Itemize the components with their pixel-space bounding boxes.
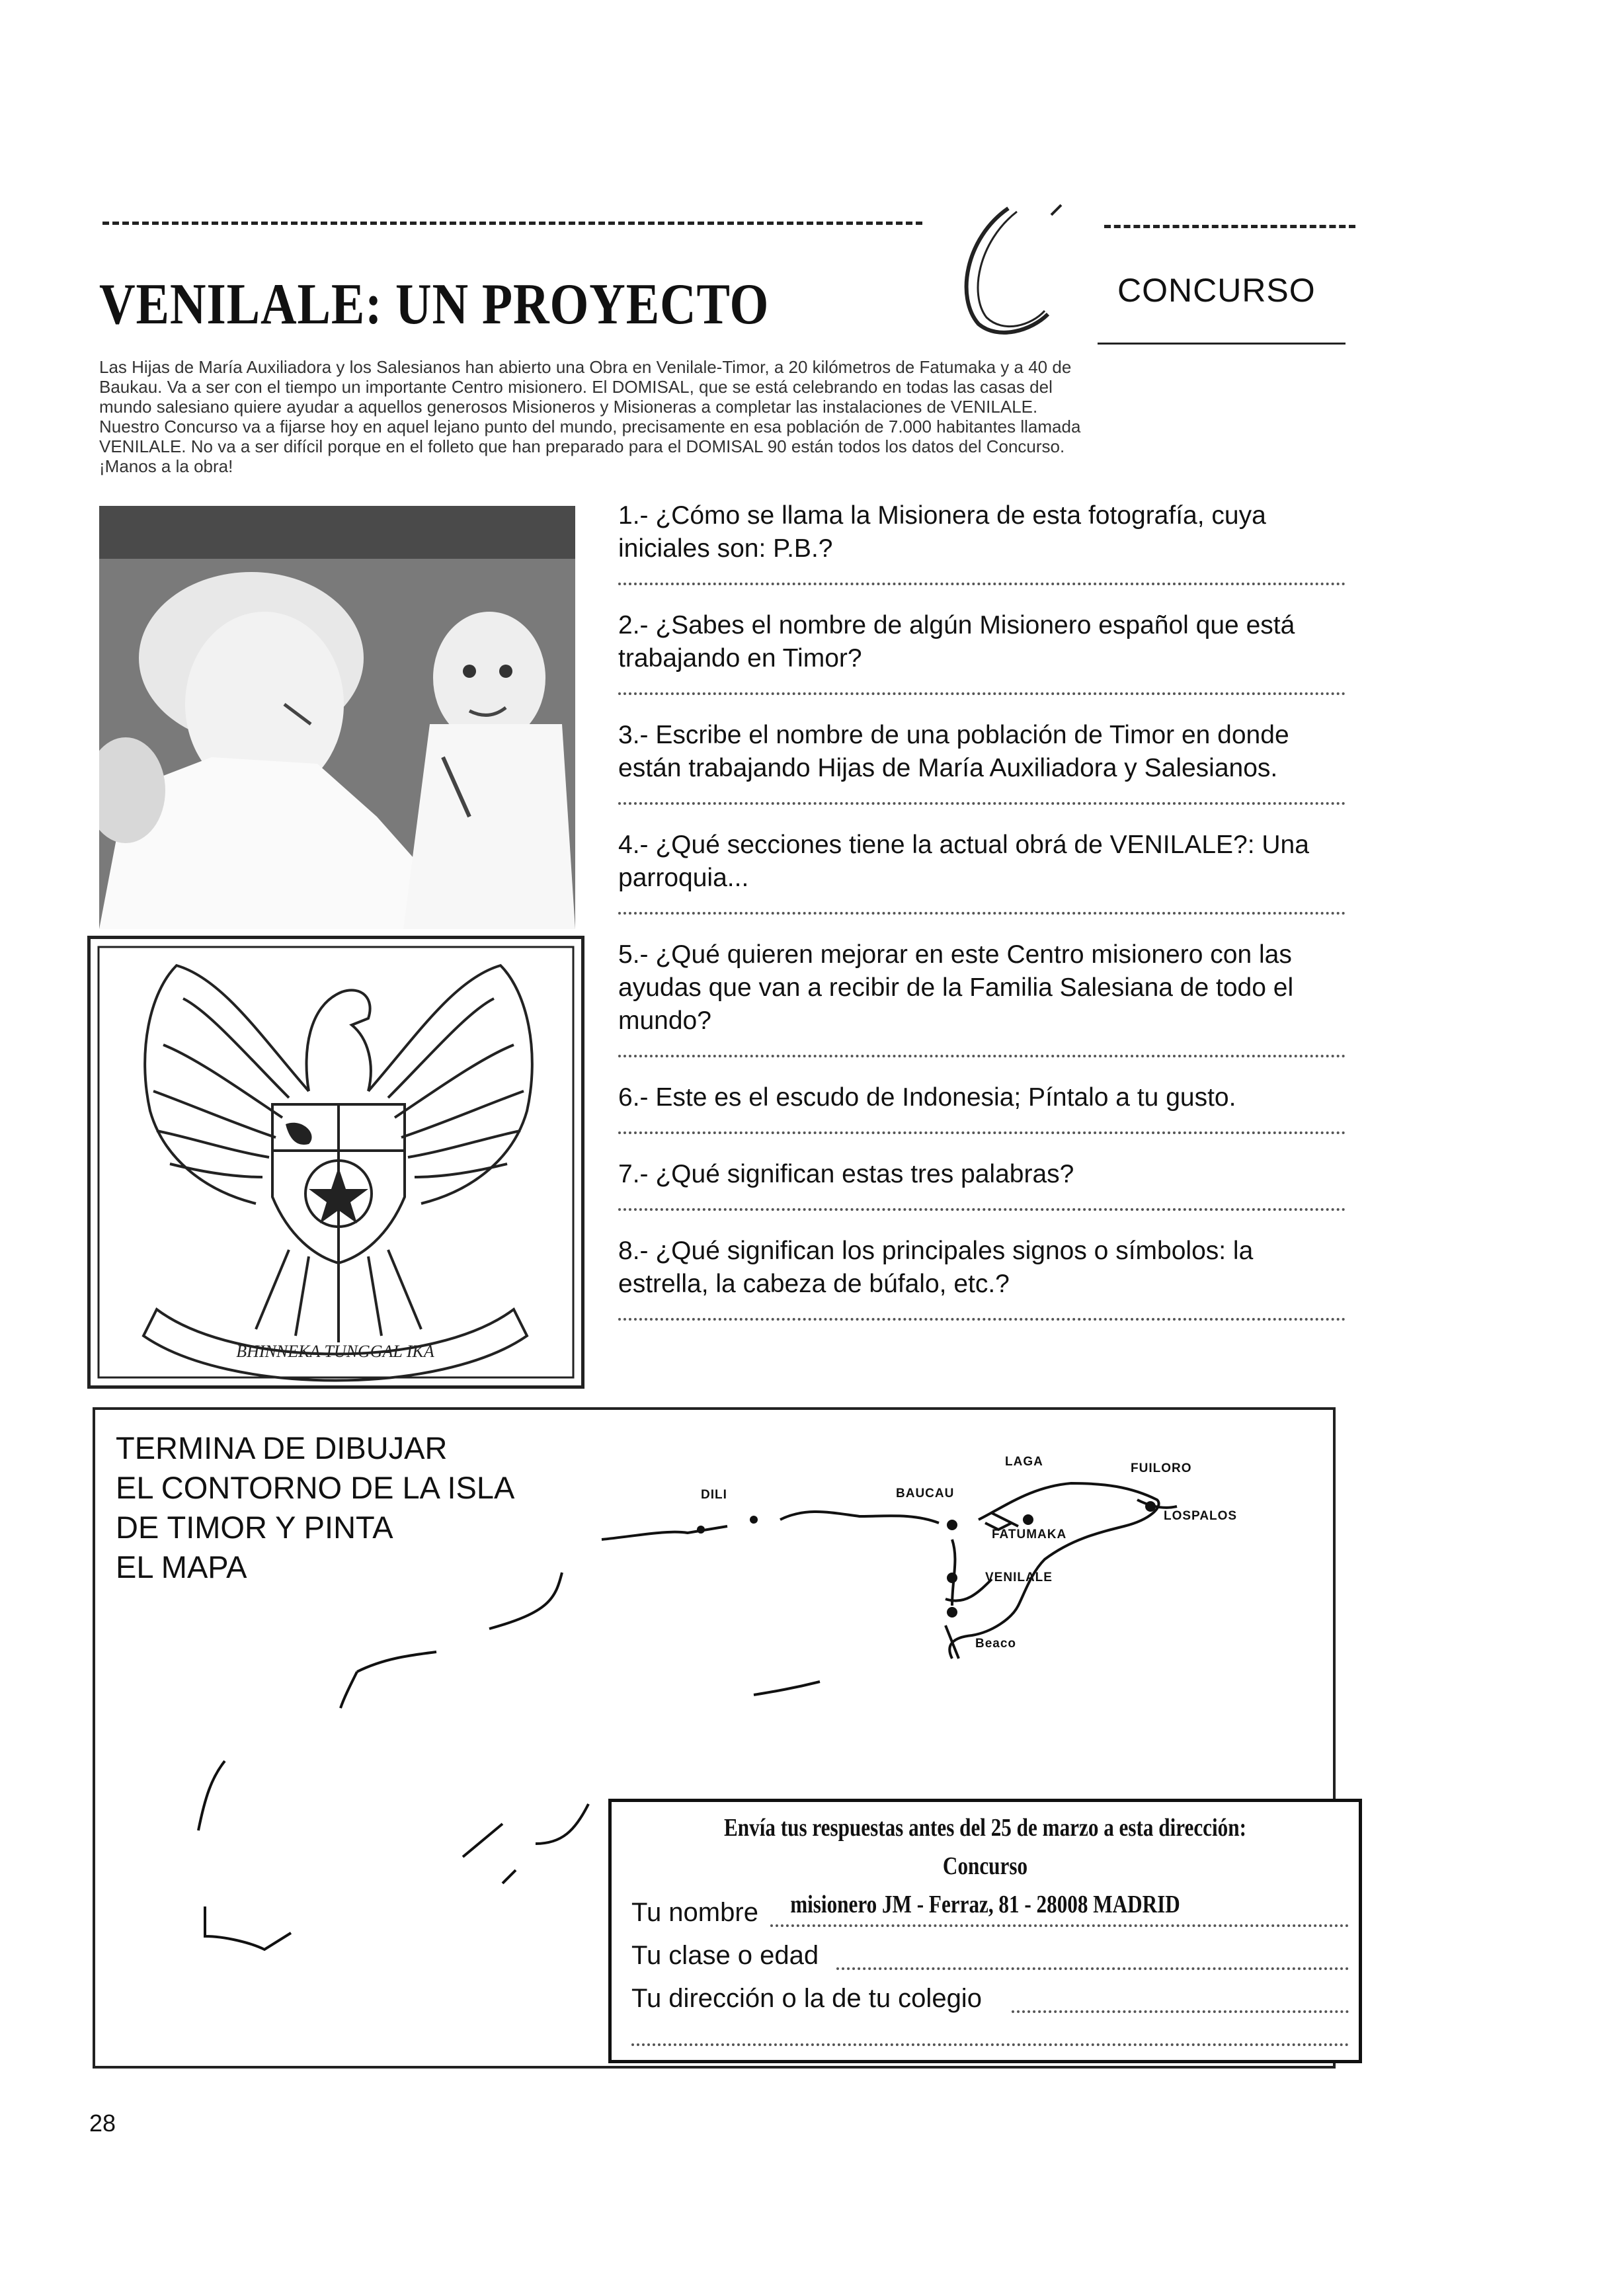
question-2: 2.- ¿Sabes el nombre de algún Misionero español que está trabajando en Timor?	[618, 611, 1295, 673]
map-instruction-line: TERMINA DE DIBUJAR	[116, 1430, 448, 1465]
send-instructions-line: Envía tus respuestas antes del 25 de marzo a esta dirección: Concurso	[724, 1814, 1246, 1880]
question-3: 3.- Escribe el nombre de una población de Timor en donde están trabajando Hijas de María Auxiliadora y Salesianos.	[618, 721, 1289, 782]
intro-line: ¡Manos a la obra!	[99, 456, 233, 476]
class-field[interactable]	[836, 1967, 1349, 1970]
emblem-motto: BHINNEKA TUNGGAL IKA	[236, 1342, 434, 1361]
page-title: VENILALE: UN PROYECTO	[99, 272, 770, 337]
map-label-venilale: VENILALE	[985, 1571, 1053, 1584]
top-rule-right	[1104, 225, 1355, 228]
send-instructions-address: misionero JM - Ferraz, 81 - 28008 MADRID	[790, 1891, 1180, 1918]
question-list	[618, 499, 1346, 1344]
address-field[interactable]	[1012, 2010, 1349, 2013]
answer-line-8[interactable]	[618, 1318, 1346, 1321]
intro-line: VENILALE. No va a ser difícil porque en el folleto que han preparado para el DOMISAL 90 están todos los datos del Concurso.	[99, 436, 1065, 456]
map-label-baucau: BAUCAU	[896, 1487, 955, 1500]
map-label-dili: DILI	[701, 1488, 727, 1502]
name-label: Tu nombre	[631, 1898, 758, 1927]
map-label-fatumaka: FATUMAKA	[992, 1528, 1067, 1541]
intro-line: Nuestro Concurso va a fijarse hoy en aquel lejano punto del mundo, precisamente en esa población de 7.000 habitantes llamada	[99, 417, 1081, 436]
intro-line: Baukau. Va a ser con el tiempo un importante Centro misionero. El DOMISAL, que se está celebrando en todas las casas del	[99, 377, 1053, 397]
question-8: 8.- ¿Qué significan los principales signos o símbolos: la estrella, la cabeza de búfalo, etc.?	[618, 1237, 1254, 1298]
map-label-beaco: Beaco	[975, 1637, 1017, 1651]
intro-line: mundo salesiano quiere ayudar a aquellos generosos Misioneros y Misioneras a completar las instalaciones de VENILALE.	[99, 397, 1038, 417]
answer-line-7[interactable]	[618, 1208, 1346, 1211]
answer-line-1[interactable]	[618, 583, 1346, 585]
answer-line-4[interactable]	[618, 912, 1346, 915]
contest-letter-mark	[939, 198, 1098, 350]
question-1: 1.- ¿Cómo se llama la Misionera de esta fotografía, cuya iniciales son: P.B.?	[618, 501, 1266, 563]
answer-line-3[interactable]	[618, 802, 1346, 805]
title-rule	[1098, 343, 1346, 345]
answer-line-6[interactable]	[618, 1131, 1346, 1134]
indonesia-emblem-frame	[87, 936, 584, 1389]
class-label: Tu clase o edad	[631, 1941, 819, 1970]
section-label: CONCURSO	[1117, 272, 1316, 309]
send-instructions	[692, 1809, 1278, 1924]
question-5: 5.- ¿Qué quieren mejorar en este Centro misionero con las ayudas que van a recibir de la Familia Salesiana de todo el mundo?	[618, 940, 1294, 1035]
intro-line: Las Hijas de María Auxiliadora y los Salesianos han abierto una Obra en Venilale-Timor, a 20 kilómetros de Fatumaka y a 40 de	[99, 357, 1072, 377]
map-label-fuiloro: FUILORO	[1131, 1461, 1192, 1475]
name-field[interactable]	[770, 1924, 1349, 1927]
question-4: 4.- ¿Qué secciones tiene la actual obrá de VENILALE?: Una parroquia...	[618, 831, 1309, 892]
map-instruction-line: DE TIMOR Y PINTA	[116, 1510, 393, 1545]
map-label-lospalos: LOSPALOS	[1164, 1509, 1238, 1523]
top-rule-left	[102, 222, 922, 225]
question-7: 7.- ¿Qué significan estas tres palabras?	[618, 1160, 1074, 1188]
address-label: Tu dirección o la de tu colegio	[631, 1984, 982, 2013]
answer-line-5[interactable]	[618, 1055, 1346, 1057]
page-number: 28	[89, 2110, 116, 2137]
missionary-photo	[99, 506, 575, 929]
intro-paragraph	[99, 357, 1349, 476]
map-instruction-line: EL CONTORNO DE LA ISLA	[116, 1470, 515, 1505]
question-6: 6.- Este es el escudo de Indonesia; Píntalo a tu gusto.	[618, 1083, 1236, 1112]
address-field-extra[interactable]	[631, 2043, 1349, 2046]
map-label-laga: LAGA	[1005, 1455, 1043, 1469]
answer-line-2[interactable]	[618, 692, 1346, 695]
garuda-emblem-icon	[91, 939, 581, 1385]
map-instruction-line: EL MAPA	[116, 1549, 247, 1584]
